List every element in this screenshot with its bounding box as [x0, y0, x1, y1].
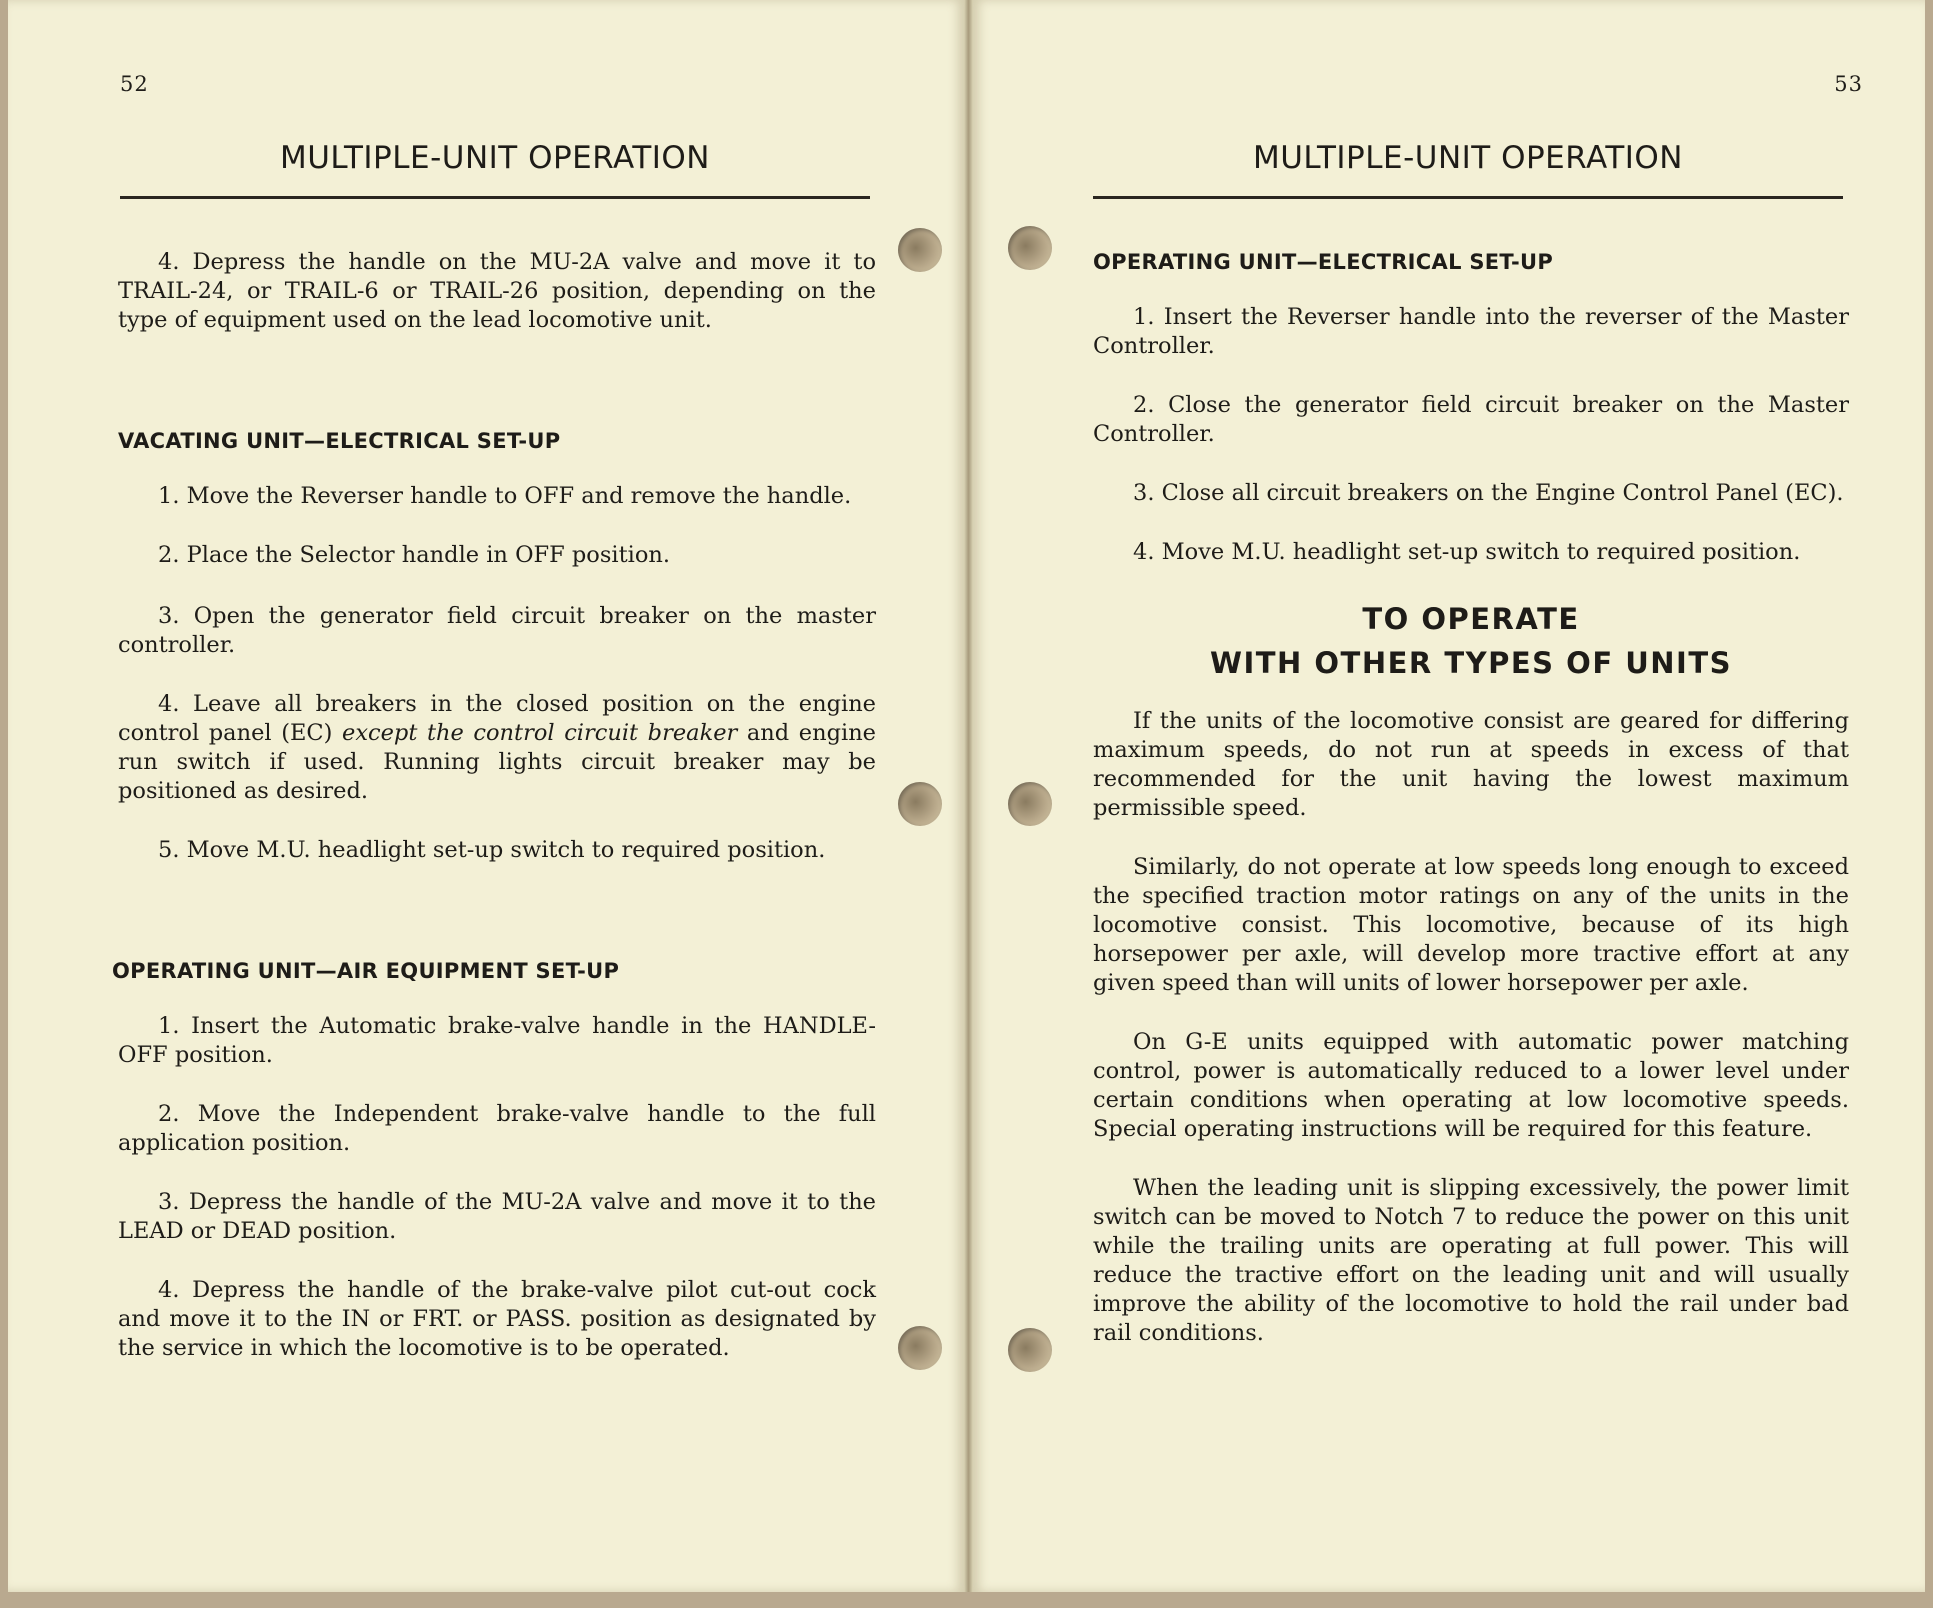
binder-hole — [898, 1326, 942, 1370]
paragraph: When the leading unit is slipping excessively, the power limit switch can be moved to Notch 7 to reduce the power on this unit while the trailing units are operating at full power. This will reduce the tractive effort on the leading unit and will usually improve the ability of the locomotive to hold the rail under bad rail conditions. — [1093, 1175, 1849, 1346]
list-item: 1. Move the Reverser handle to OFF and remove the handle. — [158, 483, 852, 509]
book-gutter — [964, 0, 973, 1592]
binder-hole — [1008, 782, 1052, 826]
book-spread — [8, 0, 1925, 1592]
list-item: 3. Close all circuit breakers on the Engine Control Panel (EC). — [1133, 480, 1844, 506]
list-item: 2. Close the generator field circuit breaker on the Master Controller. — [1093, 392, 1849, 447]
paragraph: If the units of the locomotive consist are geared for differing maximum speeds, do not run at speeds in excess of that recommended for the unit having the lowest maximum permissible speed. — [1093, 708, 1849, 821]
list-item: 3. Open the generator field circuit breaker on the master controller. — [118, 603, 876, 658]
right-page — [973, 0, 1925, 1592]
left-page-body — [112, 248, 877, 1393]
header-rule — [1093, 196, 1843, 199]
binder-hole — [898, 228, 942, 272]
list-item: 2. Move the Independent brake-valve handle to the full application position. — [118, 1101, 876, 1156]
header-rule — [120, 196, 870, 199]
section-heading: OPERATING UNIT—ELECTRICAL SET-UP — [1093, 250, 1554, 274]
list-item: 1. Insert the Reverser handle into the reverser of the Master Controller. — [1093, 304, 1849, 359]
running-head: MULTIPLE-UNIT OPERATION — [1253, 140, 1683, 176]
section-heading: OPERATING UNIT—AIR EQUIPMENT SET-UP — [112, 959, 620, 983]
italic-text: except the control circuit breaker — [342, 720, 738, 746]
page-number: 53 — [1834, 72, 1863, 96]
heading-line: TO OPERATE — [1362, 602, 1580, 636]
binder-hole — [898, 782, 942, 826]
list-item: 4. Depress the handle of the brake-valve pilot cut-out cock and move it to the IN or FRT. or PASS. position as designated by the service in which the locomotive is to be operated. — [118, 1277, 876, 1361]
list-item: 1. Insert the Automatic brake-valve handle in the HANDLE-OFF position. — [118, 1013, 876, 1068]
item-text: and engine run switch if used. Running lights circuit breaker may be positioned as desired. — [118, 720, 877, 804]
binder-hole — [1008, 1328, 1052, 1372]
section-heading: VACATING UNIT—ELECTRICAL SET-UP — [118, 429, 561, 453]
list-item: 3. Depress the handle of the MU-2A valve and move it to the LEAD or DEAD position. — [118, 1189, 876, 1244]
intro-paragraph: 4. Depress the handle on the MU-2A valve and move it to TRAIL-24, or TRAIL-6 or TRAIL-26 position, depending on the type of equipment used on the lead locomotive unit. — [118, 249, 876, 333]
chapter-heading — [1093, 597, 1849, 685]
binder-hole — [1008, 226, 1052, 270]
list-item — [118, 690, 876, 806]
paragraph: Similarly, do not operate at low speeds long enough to exceed the specified traction motor ratings on any of the units in the locomotive consist. This locomotive, because of its high horsepower per axle, will develop more tractive effort at any given speed than will units of lower horsepower per axle. — [1093, 854, 1849, 996]
list-item: 2. Place the Selector handle in OFF position. — [158, 542, 671, 568]
running-head: MULTIPLE-UNIT OPERATION — [280, 140, 710, 176]
left-page — [8, 0, 964, 1592]
item-text: 4. Leave all breakers in the closed position on the engine control panel (EC) — [118, 691, 876, 746]
right-page-body — [1093, 248, 1849, 1378]
page-number: 52 — [120, 72, 149, 96]
heading-line: WITH OTHER TYPES OF UNITS — [1209, 646, 1733, 680]
list-item: 4. Move M.U. headlight set-up switch to required position. — [1133, 539, 1801, 565]
paragraph: On G-E units equipped with automatic power matching control, power is automatically reduced to a lower level under certain conditions when operating at low locomotive speeds. Special operating instructions will be required for this feature. — [1093, 1029, 1849, 1142]
list-item: 5. Move M.U. headlight set-up switch to required position. — [158, 837, 826, 863]
